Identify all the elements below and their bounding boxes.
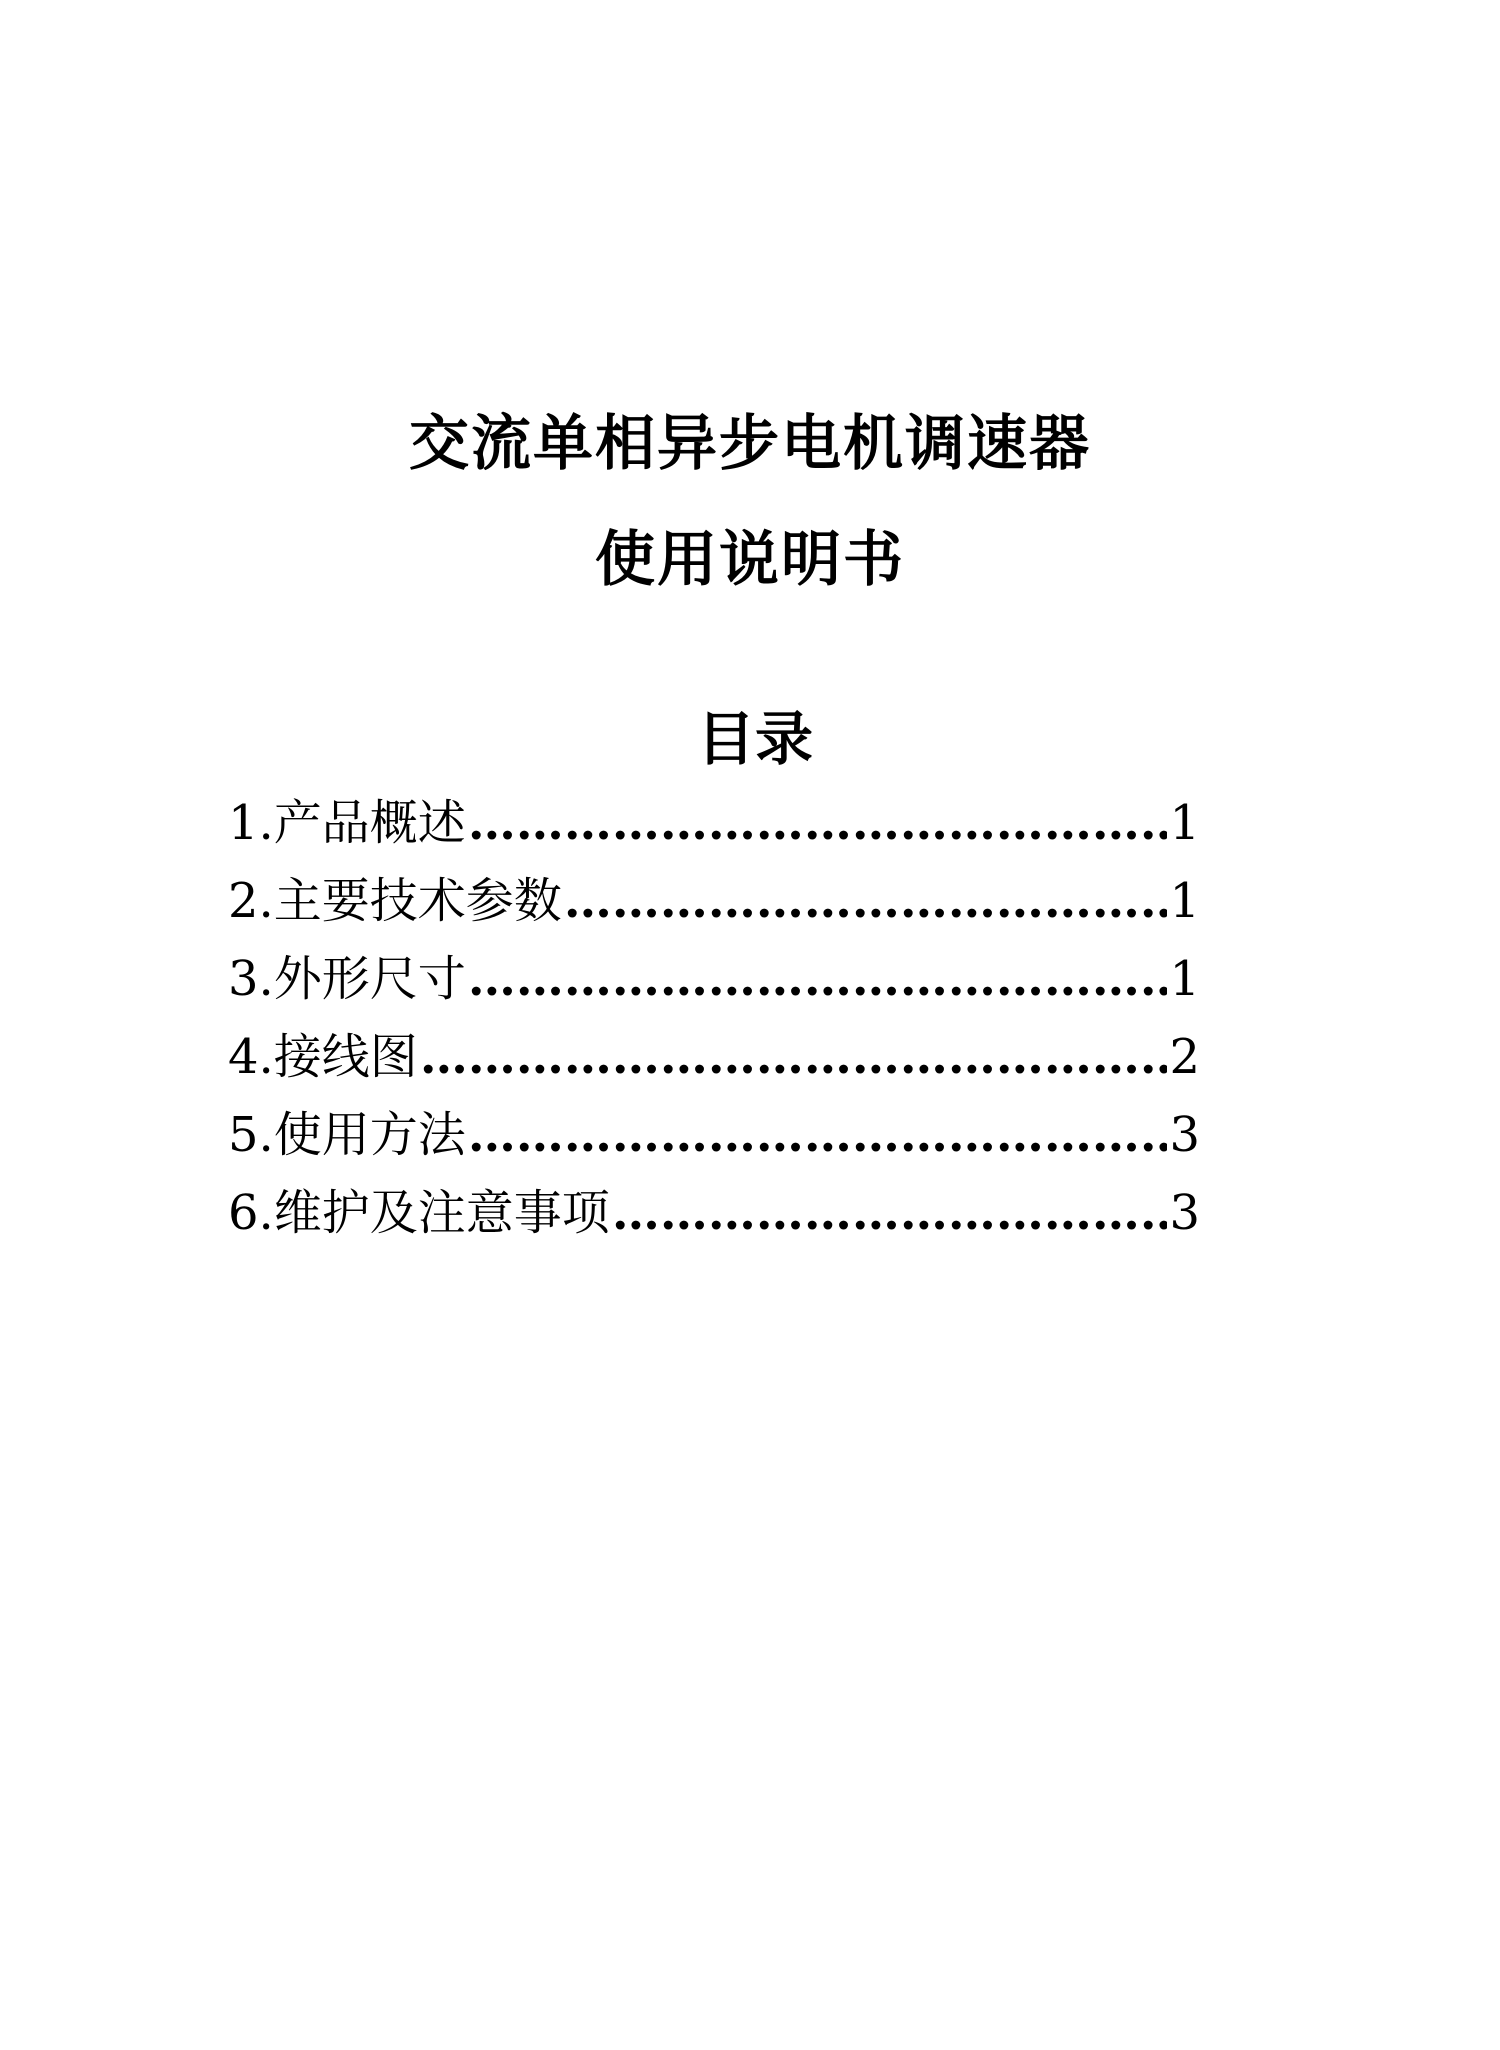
document-title: 交流单相异步电机调速器 (409, 409, 1091, 479)
toc-entry-2[interactable] (228, 862, 1200, 940)
toc-entry-page: 3 (1169, 1185, 1200, 1241)
toc-entry-4[interactable] (228, 1018, 1200, 1096)
toc-entry-title: 主要技术参数 (273, 873, 562, 929)
toc-heading: 目录 (696, 705, 813, 773)
toc-entry-page: 1 (1169, 951, 1200, 1007)
toc-dot-leader (612, 1174, 1168, 1252)
toc-entry-3[interactable] (228, 940, 1200, 1018)
toc-entry-page: 1 (1169, 795, 1200, 851)
toc-entry-number: 1. (228, 795, 274, 851)
toc-entry-number: 5. (228, 1107, 274, 1163)
toc-entry-number: 3. (228, 951, 274, 1007)
toc-entry-5[interactable] (228, 1096, 1200, 1174)
toc-dot-leader (564, 862, 1168, 940)
toc-entry-title: 外形尺寸 (273, 951, 466, 1007)
toc-dot-leader (468, 1096, 1168, 1174)
toc-entry-number: 2. (228, 873, 274, 929)
document-subtitle: 使用说明书 (595, 525, 905, 595)
toc-entry-number: 4. (228, 1029, 274, 1085)
toc-entry-page: 2 (1169, 1029, 1200, 1085)
toc-dot-leader (468, 940, 1168, 1018)
toc-dot-leader (468, 784, 1168, 862)
toc-entry-title: 产品概述 (273, 795, 466, 851)
toc-entry-page: 1 (1169, 873, 1200, 929)
toc-entry-title: 接线图 (273, 1029, 418, 1085)
toc-dot-leader (420, 1018, 1168, 1096)
table-of-contents (228, 784, 1200, 1252)
toc-entry-6[interactable] (228, 1174, 1200, 1252)
toc-entry-number: 6. (228, 1185, 274, 1241)
toc-entry-title: 使用方法 (273, 1107, 466, 1163)
toc-entry-page: 3 (1169, 1107, 1200, 1163)
toc-entry-title: 维护及注意事项 (273, 1185, 610, 1241)
toc-entry-1[interactable] (228, 784, 1200, 862)
